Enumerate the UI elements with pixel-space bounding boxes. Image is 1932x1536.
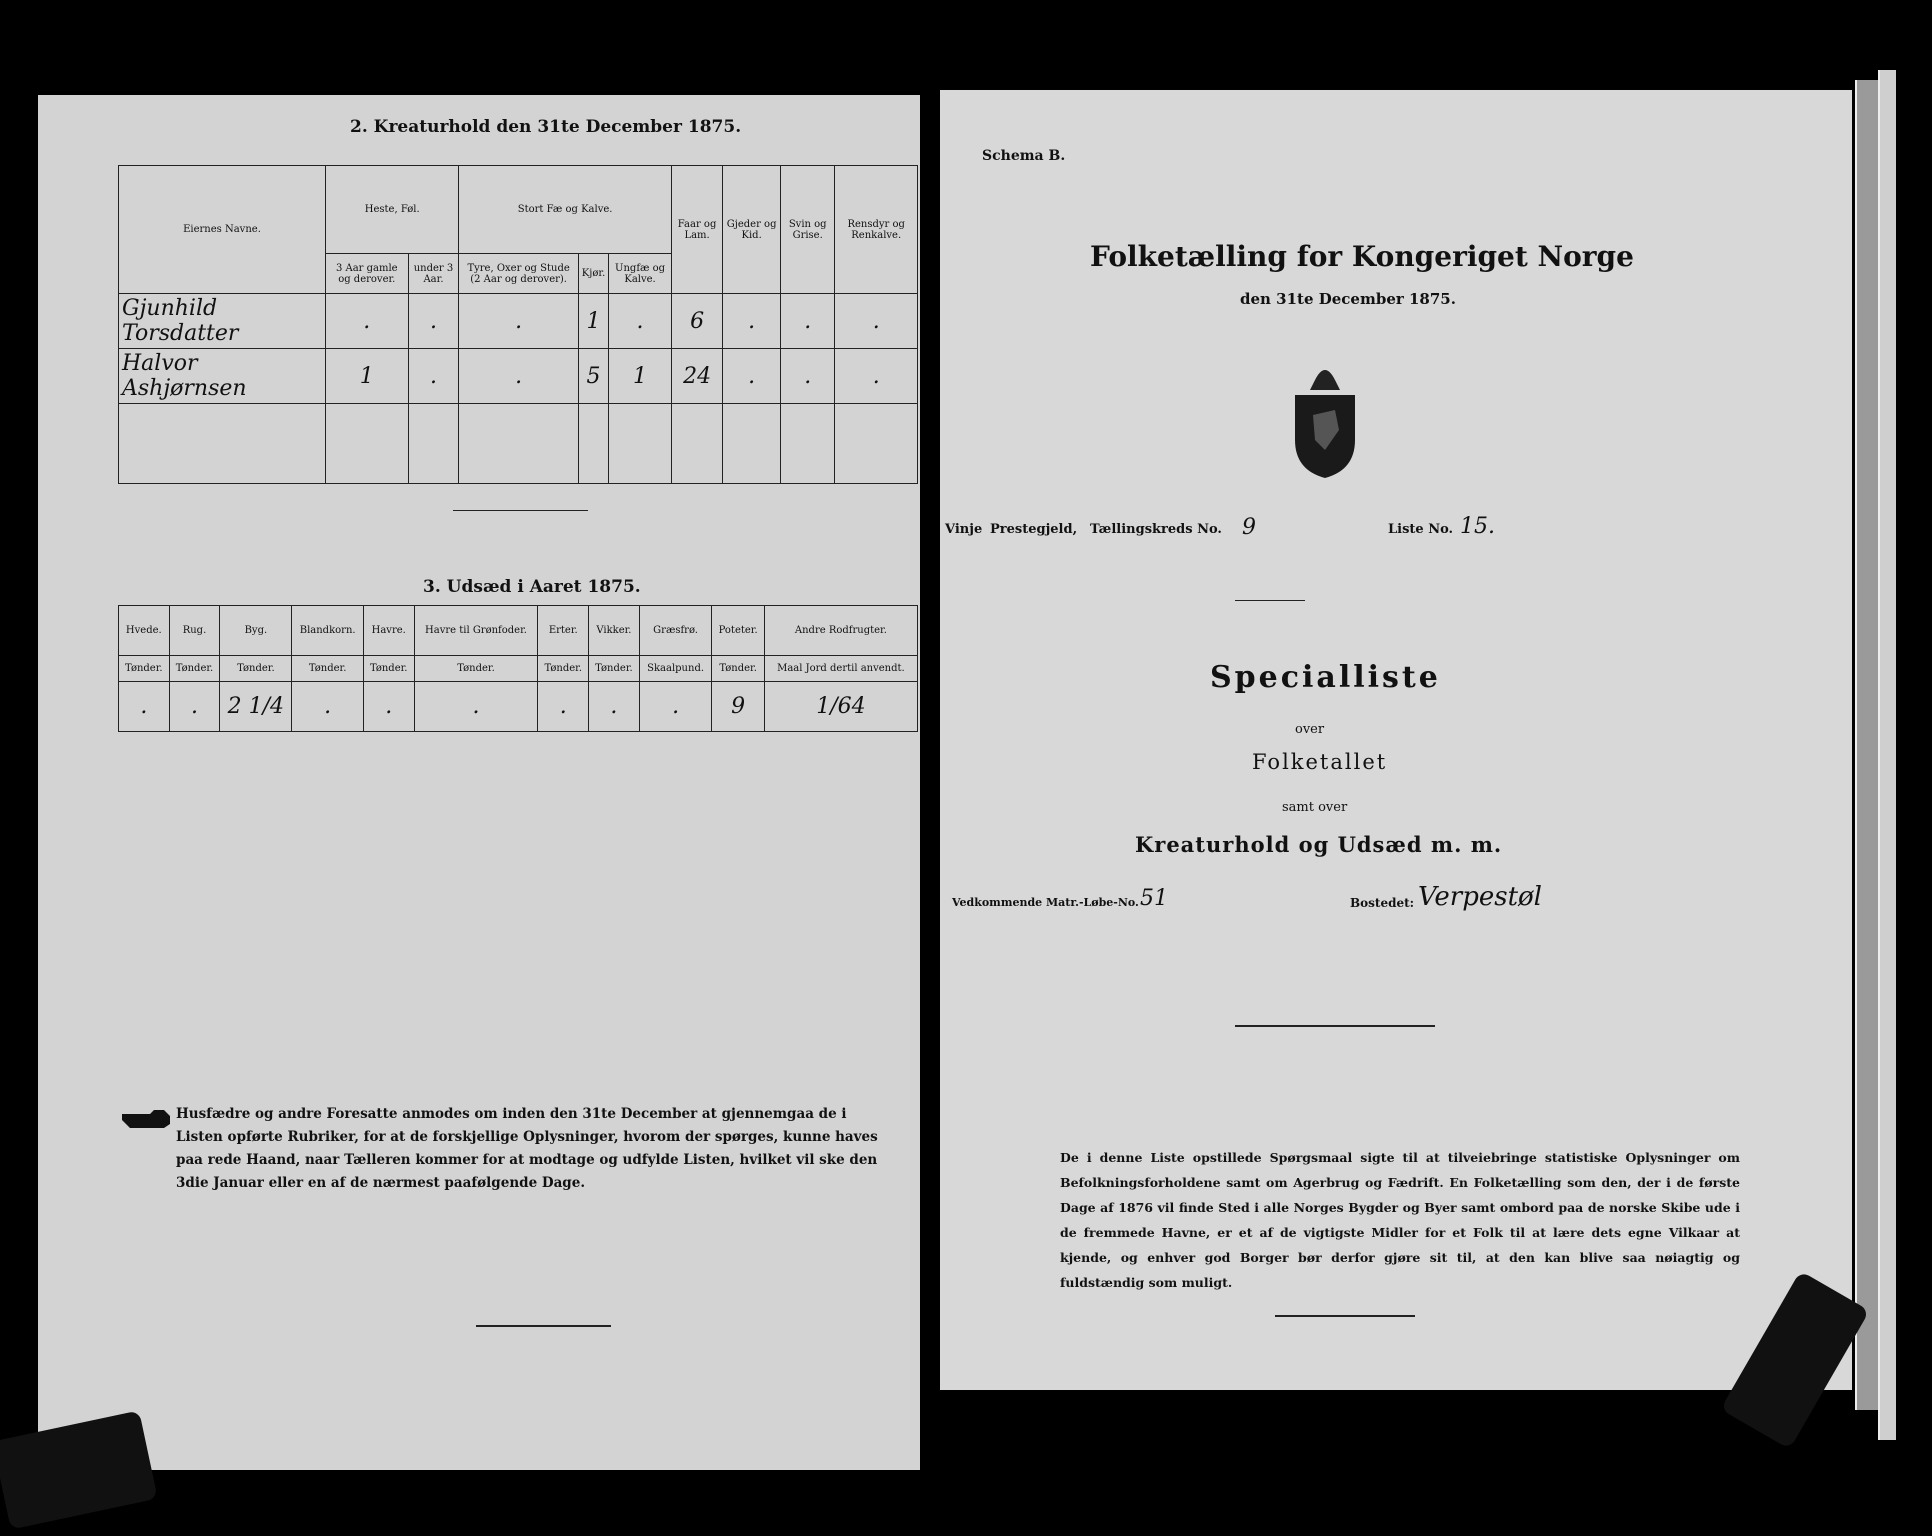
table-row <box>119 682 918 732</box>
samt-over-text: samt over <box>1282 800 1348 815</box>
table-cell: 24 <box>671 349 723 404</box>
table-cell: . <box>609 294 672 349</box>
kreds-label: Tællingskreds No. <box>1090 522 1222 537</box>
seed-header: Hvede. <box>119 606 170 656</box>
bosted-value: Verpestøl <box>1418 882 1542 912</box>
section2-title: 2. Kreaturhold den 31te December 1875. <box>350 117 742 137</box>
table-cell: . <box>459 294 578 349</box>
table-cell: . <box>723 349 781 404</box>
form-date: den 31te December 1875. <box>1240 290 1456 308</box>
seed-value: . <box>639 682 712 732</box>
seed-unit: Tønder. <box>712 656 764 682</box>
seed-header: Blandkorn. <box>292 606 363 656</box>
divider <box>453 510 588 511</box>
seed-value: . <box>292 682 363 732</box>
seed-unit: Tønder. <box>169 656 220 682</box>
header-goats: Gjeder og Kid. <box>723 166 781 294</box>
seed-header: Poteter. <box>712 606 764 656</box>
seed-value: 2 1/4 <box>220 682 292 732</box>
seed-value: . <box>363 682 414 732</box>
seed-table <box>118 605 918 732</box>
header-horses-sub2: under 3 Aar. <box>408 254 459 294</box>
divider <box>1275 1315 1415 1317</box>
specialliste-heading: Specialliste <box>1210 660 1441 695</box>
table-cell: . <box>780 349 835 404</box>
seed-header: Græsfrø. <box>639 606 712 656</box>
seed-unit: Tønder. <box>119 656 170 682</box>
table-cell: . <box>408 294 459 349</box>
table-cell: . <box>408 349 459 404</box>
table-cell: 6 <box>671 294 723 349</box>
seed-unit: Tønder. <box>589 656 640 682</box>
table-cell: 1 <box>609 349 672 404</box>
kreaturhold-text: Kreaturhold og Udsæd m. m. <box>1135 832 1503 857</box>
header-cattle: Stort Fæ og Kalve. <box>459 166 671 254</box>
seed-header: Erter. <box>538 606 589 656</box>
seed-unit: Maal Jord dertil anvendt. <box>764 656 917 682</box>
left-page <box>38 95 920 1470</box>
table-cell: 1 <box>326 349 409 404</box>
table-cell: . <box>459 349 578 404</box>
divider <box>1235 600 1305 601</box>
header-pigs: Svin og Grise. <box>780 166 835 294</box>
seed-unit: Skaalpund. <box>639 656 712 682</box>
over-text: over <box>1295 722 1325 737</box>
header-cattle-sub3: Ungfæ og Kalve. <box>609 254 672 294</box>
footer-text: De i denne Liste opstillede Spørgsmaal sigte til at tilveiebringe statistiske Oplysninger om Befolkningsforholdene samt om Agerbrug og Fædrift. En Folketælling som den, der i de første Dage af 1876 vil finde Sted i alle Norges Bygder og Byer samt ombord paa de norske Skibe ude i de fremmede Havne, er et af de vigtigste Midler for et Folk til at lære dets egne Vilkaar at kjende, og enhver god Borger bør derfor gjøre sit til, at den kan blive saa nøiagtig og fuldstændig som muligt. <box>1060 1150 1740 1290</box>
stacked-page-edge <box>1855 80 1879 1410</box>
header-cattle-sub2: Kjør. <box>578 254 608 294</box>
seed-header: Havre. <box>363 606 414 656</box>
header-horses-sub1: 3 Aar gamle og derover. <box>326 254 409 294</box>
prestegjeld-value: Vinje <box>945 522 983 537</box>
form-title: Folketælling for Kongeriget Norge <box>1090 240 1634 273</box>
seed-value: 9 <box>712 682 764 732</box>
table-cell: . <box>723 294 781 349</box>
seed-value: . <box>169 682 220 732</box>
table-cell: . <box>835 294 918 349</box>
right-page <box>940 90 1852 1390</box>
divider <box>1235 1025 1435 1027</box>
table-cell: . <box>780 294 835 349</box>
seed-header: Havre til Grønfoder. <box>414 606 538 656</box>
section3-title: 3. Udsæd i Aaret 1875. <box>423 577 641 597</box>
livestock-table <box>118 165 918 484</box>
stacked-page-edge <box>1878 70 1896 1440</box>
folketallet-text: Folketallet <box>1252 750 1388 774</box>
header-horses: Heste, Føl. <box>326 166 459 254</box>
header-reindeer: Rensdyr og Renkalve. <box>835 166 918 294</box>
seed-value: 1/64 <box>764 682 917 732</box>
seed-unit: Tønder. <box>363 656 414 682</box>
table-cell: 1 <box>578 294 608 349</box>
seed-header: Andre Rodfrugter. <box>764 606 917 656</box>
seed-unit: Tønder. <box>220 656 292 682</box>
seed-header: Rug. <box>169 606 220 656</box>
pointing-hand-icon <box>120 1108 172 1130</box>
seed-value: . <box>119 682 170 732</box>
binding-tab <box>0 1410 158 1529</box>
table-row <box>119 349 918 404</box>
seed-unit: Tønder. <box>414 656 538 682</box>
divider <box>476 1325 611 1327</box>
table-cell: . <box>326 294 409 349</box>
table-row <box>119 294 918 349</box>
table-cell: . <box>835 349 918 404</box>
owner-name: Gjunhild Torsdatter <box>119 294 326 349</box>
liste-label: Liste No. <box>1388 522 1454 537</box>
matr-value: 51 <box>1140 886 1168 911</box>
liste-value: 15. <box>1460 514 1495 539</box>
seed-unit: Tønder. <box>538 656 589 682</box>
header-owner: Eiernes Navne. <box>119 166 326 294</box>
coat-of-arms-icon <box>1285 360 1365 480</box>
seed-value: . <box>414 682 538 732</box>
seed-unit: Tønder. <box>292 656 363 682</box>
bosted-label: Bostedet: <box>1350 896 1415 910</box>
kreds-value: 9 <box>1242 515 1256 540</box>
seed-header: Byg. <box>220 606 292 656</box>
seed-header: Vikker. <box>589 606 640 656</box>
schema-label: Schema B. <box>982 148 1066 164</box>
seed-value: . <box>589 682 640 732</box>
header-sheep: Faar og Lam. <box>671 166 723 294</box>
matr-label: Vedkommende Matr.-Løbe-No. <box>952 896 1139 909</box>
prestegjeld-label: Prestegjeld, <box>990 522 1078 537</box>
seed-value: . <box>538 682 589 732</box>
table-row <box>119 404 918 484</box>
table-cell: 5 <box>578 349 608 404</box>
owner-name: Halvor Ashjørnsen <box>119 349 326 404</box>
header-cattle-sub1: Tyre, Oxer og Stude (2 Aar og derover). <box>459 254 578 294</box>
notice-text: Husfædre og andre Foresatte anmodes om inden den 31te December at gjennemgaa de i Listen opførte Rubriker, for at de forskjellige Oplysninger, hvorom der spørges, kunne haves paa rede Haand, naar Tælleren kommer for at modtage og udfylde Listen, hvilket vil ske den 3die Januar eller en af de nærmest paafølgende Dage. <box>176 1106 878 1191</box>
